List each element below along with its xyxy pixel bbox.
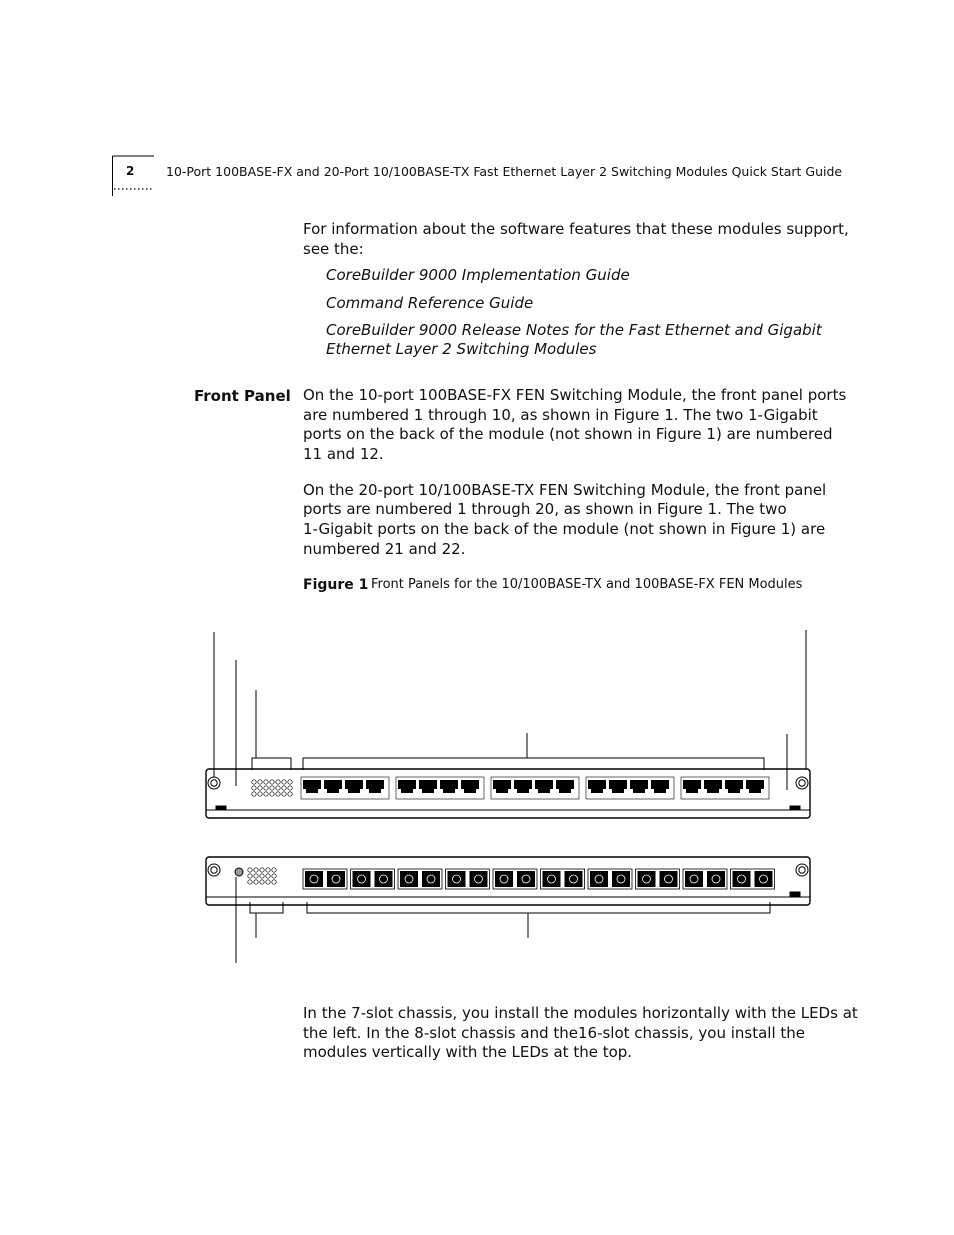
tx-panel-screw-right <box>796 777 808 789</box>
rj45-port <box>588 780 606 793</box>
tx-led <box>276 786 280 790</box>
fx-panel-screw-left-inner <box>211 867 217 873</box>
para2-line-1: On the 20-port 10/100BASE-TX FEN Switching Module, the front panel <box>303 481 827 499</box>
fx-port-rx <box>565 871 583 887</box>
fx-port-tx <box>733 871 751 887</box>
rj45-port <box>609 780 627 793</box>
rj45-port <box>324 780 342 793</box>
tx-panel-tab-right <box>790 806 800 810</box>
rj45-port <box>651 780 669 793</box>
fx-port-rx <box>470 871 488 887</box>
rj45-port <box>514 780 532 793</box>
tx-led <box>252 780 256 784</box>
running-header: 10-Port 100BASE-FX and 20-Port 10/100BASE-TX Fast Ethernet Layer 2 Switching Modules Quick Start Guide <box>166 164 843 179</box>
tx-led <box>270 780 274 784</box>
doc-release-notes-1: CoreBuilder 9000 Release Notes for the Fast Ethernet and Gigabit <box>326 321 822 339</box>
tx-led <box>252 792 256 796</box>
header-corner-ornament <box>108 152 164 200</box>
tx-led <box>252 786 256 790</box>
para1-line-3: ports on the back of the module (not shown in Figure 1) are numbered <box>303 425 833 443</box>
tx-panel-body <box>206 769 810 818</box>
fx-led <box>272 868 276 872</box>
para1-line-2: are numbered 1 through 10, as shown in Figure 1. The two 1-Gigabit <box>303 406 818 424</box>
callout-bracket <box>307 902 770 913</box>
fx-port-tx <box>305 871 323 887</box>
rj45-port <box>725 780 743 793</box>
front-panels-figure <box>195 625 820 970</box>
doc-implementation-guide: CoreBuilder 9000 Implementation Guide <box>326 266 630 284</box>
rj45-port <box>704 780 722 793</box>
tx-led <box>282 786 286 790</box>
fx-led <box>248 868 252 872</box>
tx-led <box>258 780 262 784</box>
fx-led <box>254 874 258 878</box>
tx-panel-screw-left <box>208 777 220 789</box>
fx-status-led <box>235 868 243 876</box>
tx-panel-screw-right-inner <box>799 780 805 786</box>
figure-caption: Front Panels for the 10/100BASE-TX and 100BASE-FX FEN Modules <box>371 577 803 592</box>
fx-led <box>266 880 270 884</box>
fx-led <box>272 874 276 878</box>
fx-port-tx <box>400 871 418 887</box>
tx-led <box>270 792 274 796</box>
tx-panel-tab-left <box>216 806 226 810</box>
para2-line-2: ports are numbered 1 through 20, as shown in Figure 1. The two <box>303 500 787 518</box>
fx-led <box>272 880 276 884</box>
callout-bracket <box>250 902 283 913</box>
fx-port-rx <box>517 871 535 887</box>
tx-led <box>276 792 280 796</box>
fx-port-tx <box>685 871 703 887</box>
fx-port-tx <box>590 871 608 887</box>
closing-line-2: the left. In the 8-slot chassis and the16-slot chassis, you install the <box>303 1024 806 1042</box>
closing-line-3: modules vertically with the LEDs at the top. <box>303 1043 633 1061</box>
fx-led <box>248 874 252 878</box>
fx-port-rx <box>660 871 678 887</box>
fx-led <box>260 880 264 884</box>
fx-port-rx <box>612 871 630 887</box>
page-number: 2 <box>126 164 135 178</box>
rj45-port <box>683 780 701 793</box>
rj45-port <box>746 780 764 793</box>
tx-led <box>270 786 274 790</box>
tx-led <box>276 780 280 784</box>
fx-panel-tab-right <box>790 892 800 896</box>
doc-release-notes-2: Ethernet Layer 2 Switching Modules <box>326 340 597 358</box>
tx-led <box>264 792 268 796</box>
para2-line-3: 1-Gigabit ports on the back of the module (not shown in Figure 1) are <box>303 520 826 538</box>
tx-led <box>288 786 292 790</box>
tx-led <box>282 780 286 784</box>
tx-led <box>258 786 262 790</box>
fx-port-tx <box>448 871 466 887</box>
fx-port-rx <box>755 871 773 887</box>
callout-bracket <box>303 758 764 770</box>
tx-led <box>288 780 292 784</box>
rj45-port <box>398 780 416 793</box>
callout-bracket <box>252 758 291 770</box>
fx-led <box>260 868 264 872</box>
tx-led <box>264 780 268 784</box>
tx-led <box>258 792 262 796</box>
rj45-port <box>535 780 553 793</box>
rj45-port <box>345 780 363 793</box>
para1-line-4: 11 and 12. <box>303 445 384 463</box>
fx-led <box>254 868 258 872</box>
closing-line-1: In the 7-slot chassis, you install the modules horizontally with the LEDs at <box>303 1004 858 1022</box>
fx-port-rx <box>422 871 440 887</box>
tx-panel-screw-left-inner <box>211 780 217 786</box>
figure-label: Figure 1 <box>303 577 369 593</box>
rj45-port <box>556 780 574 793</box>
doc-command-reference: Command Reference Guide <box>326 294 534 312</box>
fx-port-rx <box>707 871 725 887</box>
fx-led <box>248 880 252 884</box>
fx-led <box>260 874 264 878</box>
para2-line-4: numbered 21 and 22. <box>303 540 466 558</box>
fx-port-tx <box>353 871 371 887</box>
fx-led <box>266 874 270 878</box>
fx-led <box>254 880 258 884</box>
intro-line-1: For information about the software features that these modules support, <box>303 220 849 238</box>
fx-led <box>266 868 270 872</box>
section-heading-front-panel: Front Panel <box>194 387 291 405</box>
rj45-port <box>440 780 458 793</box>
fx-panel-screw-left <box>208 864 220 876</box>
rj45-port <box>419 780 437 793</box>
tx-led <box>282 792 286 796</box>
intro-line-2: see the: <box>303 240 364 258</box>
fx-panel-screw-right-inner <box>799 867 805 873</box>
fx-port-tx <box>638 871 656 887</box>
tx-led <box>264 786 268 790</box>
fx-port-tx <box>495 871 513 887</box>
fx-port-rx <box>327 871 345 887</box>
rj45-port <box>493 780 511 793</box>
rj45-port <box>461 780 479 793</box>
tx-led <box>288 792 292 796</box>
fx-port-rx <box>375 871 393 887</box>
fx-port-tx <box>543 871 561 887</box>
rj45-port <box>366 780 384 793</box>
fx-panel-screw-right <box>796 864 808 876</box>
rj45-port <box>303 780 321 793</box>
rj45-port <box>630 780 648 793</box>
para1-line-1: On the 10-port 100BASE-FX FEN Switching Module, the front panel ports <box>303 386 847 404</box>
